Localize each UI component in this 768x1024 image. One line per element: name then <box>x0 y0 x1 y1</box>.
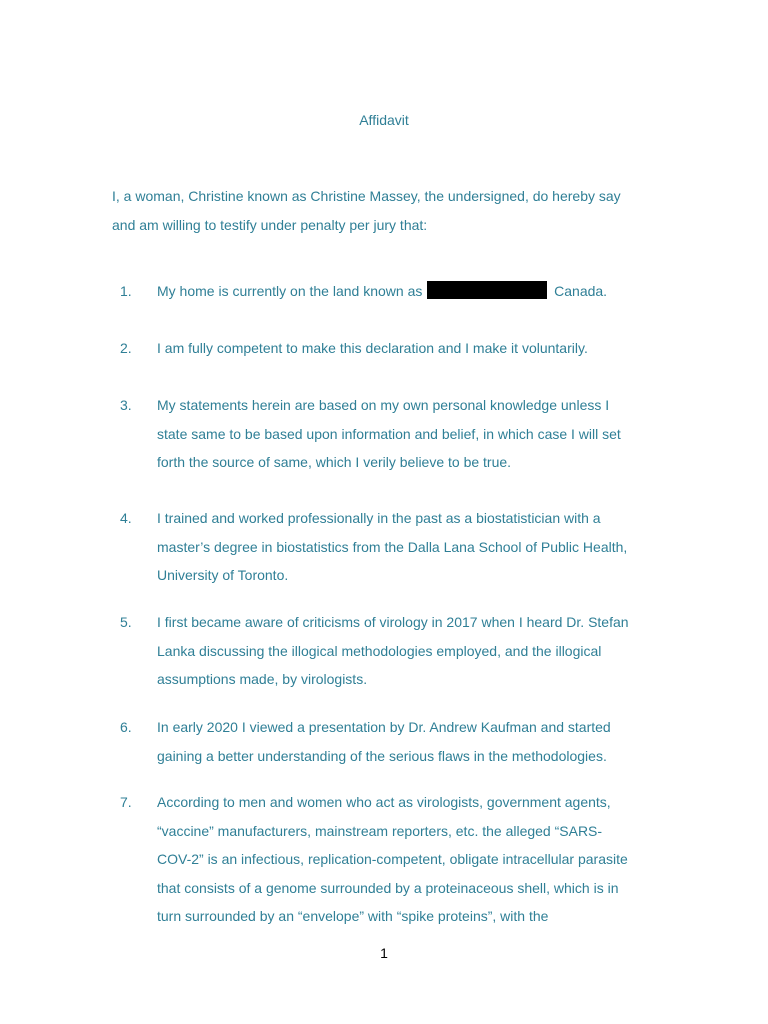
item-text: I first became aware of criticisms of virology in 2017 when I heard Dr. Stefan Lanka discussing the illogical methodologies employed, and the illogical assumptions made, by virologists. <box>157 614 629 687</box>
page-number: 1 <box>380 945 388 961</box>
redaction-box <box>427 281 547 299</box>
item-number: 1. <box>120 283 132 299</box>
item-number: 6. <box>120 719 132 735</box>
item-number: 2. <box>120 340 132 356</box>
item-text: In early 2020 I viewed a presentation by Dr. Andrew Kaufman and started gaining a better understanding of the serious flaws in the methodologies. <box>157 719 611 764</box>
item-text: My statements herein are based on my own personal knowledge unless I state same to be based upon information and belief, in which case I will set forth the source of same, which I verily believe to be true. <box>157 397 621 470</box>
item-text: I am fully competent to make this declaration and I make it voluntarily. <box>157 340 588 356</box>
item-number: 5. <box>120 614 132 630</box>
document-title: Affidavit <box>359 112 409 128</box>
item-text-after: Canada. <box>554 283 608 299</box>
intro-paragraph: I, a woman, Christine known as Christine Massey, the undersigned, do hereby say and am willing to testify under penalty per jury that: <box>112 188 621 233</box>
item-text <box>157 277 633 306</box>
item-number: 4. <box>120 510 132 526</box>
item-text: I trained and worked professionally in the past as a biostatistician with a master’s degree in biostatistics from the Dalla Lana School of Public Health, University of Toronto. <box>157 510 628 583</box>
item-number: 3. <box>120 397 132 413</box>
item-number: 7. <box>120 794 132 810</box>
item-text-before: My home is currently on the land known as <box>157 283 423 299</box>
item-text: According to men and women who act as virologists, government agents, “vaccine” manufacturers, mainstream reporters, etc. the alleged “SARS-COV-2” is an infectious, replication-competent, obligate intracellular parasite that consists of a genome surrounded by a proteinaceous shell, which is in turn surrounded by an “envelope” with “spike proteins”, with the <box>157 794 628 924</box>
